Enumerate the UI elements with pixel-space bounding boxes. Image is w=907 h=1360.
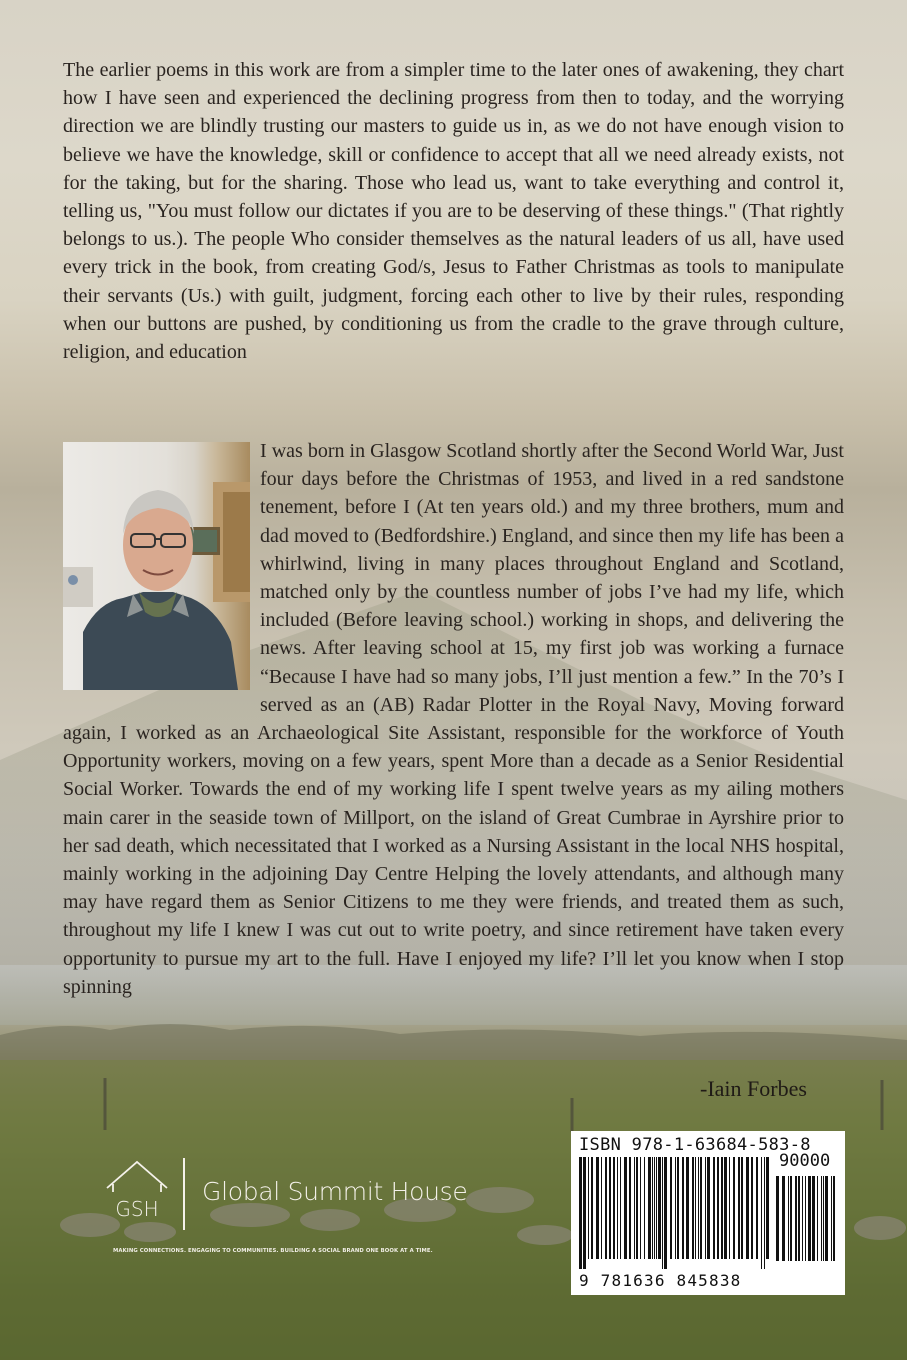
barcode-bar bbox=[629, 1157, 631, 1259]
barcode-bar bbox=[812, 1176, 815, 1261]
barcode-bar bbox=[588, 1157, 589, 1259]
barcode-bar bbox=[634, 1157, 635, 1259]
barcode-bar bbox=[713, 1157, 715, 1259]
barcode-bar bbox=[682, 1157, 684, 1259]
addon-barcode bbox=[776, 1176, 838, 1271]
barcode-bar bbox=[724, 1157, 727, 1259]
barcode-bar bbox=[738, 1157, 740, 1259]
barcode-bar bbox=[831, 1176, 832, 1261]
barcode-bar bbox=[698, 1157, 699, 1259]
barcode-bar bbox=[675, 1157, 676, 1259]
barcode-bar bbox=[677, 1157, 679, 1259]
barcode-bar bbox=[658, 1157, 661, 1259]
barcode-bar bbox=[833, 1176, 835, 1261]
barcode-bar bbox=[721, 1157, 723, 1259]
barcode-bar bbox=[705, 1157, 706, 1259]
barcode-bar bbox=[717, 1157, 719, 1259]
barcode-bar bbox=[729, 1157, 730, 1259]
barcode-bar bbox=[764, 1157, 765, 1269]
barcode-bar bbox=[795, 1176, 797, 1261]
publisher-tagline: MAKING CONNECTIONS. ENGAGING TO COMMUNITIES. BUILDING A SOCIAL BRAND ONE BOOK AT A TIME. bbox=[113, 1248, 433, 1254]
barcode-bar bbox=[596, 1157, 599, 1259]
author-photo bbox=[63, 442, 250, 690]
barcode-bar bbox=[707, 1157, 710, 1259]
barcode-bar bbox=[670, 1157, 672, 1259]
barcode-bar bbox=[579, 1157, 582, 1269]
barcode-bar bbox=[692, 1157, 694, 1259]
barcode-bar bbox=[788, 1176, 789, 1261]
isbn-barcode bbox=[571, 1131, 845, 1295]
barcode-bar bbox=[766, 1157, 769, 1259]
barcode-bar bbox=[741, 1157, 743, 1259]
barcode-bar bbox=[664, 1157, 667, 1269]
barcode-bar bbox=[640, 1157, 641, 1259]
barcode-bar bbox=[601, 1157, 602, 1259]
barcode-bar bbox=[756, 1157, 758, 1259]
bio-text: I was born in Glasgow Scotland shortly after the Second World War, Just four days before the Christmas of 1953, and lived in a red sandstone tenement, before I (At ten years old.) and my three brothers, mum and dad moved to (Bedfordshire.) England, and since then my life has been a whirlwind, living in many places throughout England and Scotland, matched only by the countless number of jobs I’ve had my life, which included (Before leaving school.) working in shops, and delivering the news. After leaving school at 15, my first job was working a furnace “Because I have had so many jobs, I’ll just mention a few.” In the 70’s I served as an (AB) Radar Plotter in the Royal Navy, Moving forward again, I worked as an Archaeological Site Assistant, responsible for the workforce of Youth Opportunity workers, moving on a few years, spent More than a decade as a Senior Residential Social Worker. Towards the end of my working life I spent twelve years as my ailing mothers main carer in the seaside town of Millport, on the island of Great Cumbrae in Ayrshire prior to her sad death, which necessitated that I worked as a Nursing Assistant in the local NHS hospital, mainly working in the adjoining Day Centre Helping the lovely attendants, and although many may have regard them as Senior Citizens to me they were friends, and treated them as such, throughout my life I knew I was cut out to write poetry, and since retirement have taken every opportunity to pursue my art to the full. Have I enjoyed my life? I’ll let you know when I stop spinning bbox=[63, 440, 844, 998]
barcode-bar bbox=[751, 1157, 753, 1259]
barcode-bar bbox=[700, 1157, 702, 1259]
barcode-bar bbox=[617, 1157, 618, 1259]
price-code: 90000 bbox=[779, 1151, 831, 1171]
intro-paragraph: The earlier poems in this work are from a simpler time to the later ones of awakening, they chart how I have seen and experienced the declining progress from then to today, and the worrying direction we are blindly trusting our masters to guide us in, as we do not have enough vision to believe we have the knowledge, skill or confidence to accept that all we need already exists, not for the taking, but for the sharing. Those who lead us, want to take everything and control it, telling us, "You must follow our dictates if you are to be deserving of these things." (That rightly belongs to us.). The people Who consider themselves as the natural leaders of us all, have used every trick in the book, from creating God/s, Jesus to Father Christmas as tools to manipulate their servants (Us.) with guilt, judgment, forcing each other to live by their rules, responding when our buttons are pushed, by conditioning us from the cradle to the grave through culture, religion, and education bbox=[63, 59, 844, 364]
publisher-name: Global Summit House bbox=[202, 1177, 468, 1206]
barcode-bar bbox=[817, 1176, 818, 1261]
author-signature: -Iain Forbes bbox=[700, 1076, 807, 1101]
barcode-bar bbox=[798, 1176, 800, 1261]
barcode-bar bbox=[761, 1157, 762, 1269]
logo-letters: GSH bbox=[115, 1197, 159, 1221]
barcode-bar bbox=[662, 1157, 663, 1269]
barcode-bar bbox=[790, 1176, 792, 1261]
barcode-bar bbox=[591, 1157, 593, 1259]
barcode-bar bbox=[605, 1157, 607, 1259]
barcode-bar bbox=[620, 1157, 621, 1259]
ean-barcode bbox=[579, 1157, 769, 1269]
barcode-bar bbox=[613, 1157, 615, 1259]
barcode-bar bbox=[648, 1157, 651, 1259]
barcode-bar bbox=[805, 1176, 806, 1261]
barcode-bar bbox=[583, 1157, 586, 1269]
isbn-label: ISBN 978-1-63684-583-8 bbox=[579, 1135, 811, 1155]
logo-divider bbox=[183, 1158, 185, 1230]
barcode-bar bbox=[686, 1157, 689, 1259]
barcode-bar bbox=[652, 1157, 653, 1259]
barcode-bar bbox=[644, 1157, 645, 1259]
barcode-bar bbox=[808, 1176, 811, 1261]
barcode-bar bbox=[802, 1176, 803, 1261]
barcode-bar bbox=[746, 1157, 749, 1259]
barcode-bar bbox=[821, 1176, 822, 1261]
barcode-bar bbox=[776, 1176, 779, 1261]
barcode-bar bbox=[695, 1157, 696, 1259]
barcode-bar bbox=[656, 1157, 657, 1259]
barcode-bar bbox=[624, 1157, 627, 1259]
ean-number: 9 781636 845838 bbox=[579, 1271, 742, 1290]
barcode-bar bbox=[823, 1176, 824, 1261]
house-icon bbox=[97, 1152, 177, 1232]
barcode-bar bbox=[825, 1176, 828, 1261]
barcode-bar bbox=[609, 1157, 611, 1259]
barcode-bar bbox=[654, 1157, 655, 1259]
barcode-bar bbox=[733, 1157, 735, 1259]
barcode-bar bbox=[782, 1176, 785, 1261]
barcode-bar bbox=[636, 1157, 638, 1259]
author-bio bbox=[63, 437, 844, 1001]
